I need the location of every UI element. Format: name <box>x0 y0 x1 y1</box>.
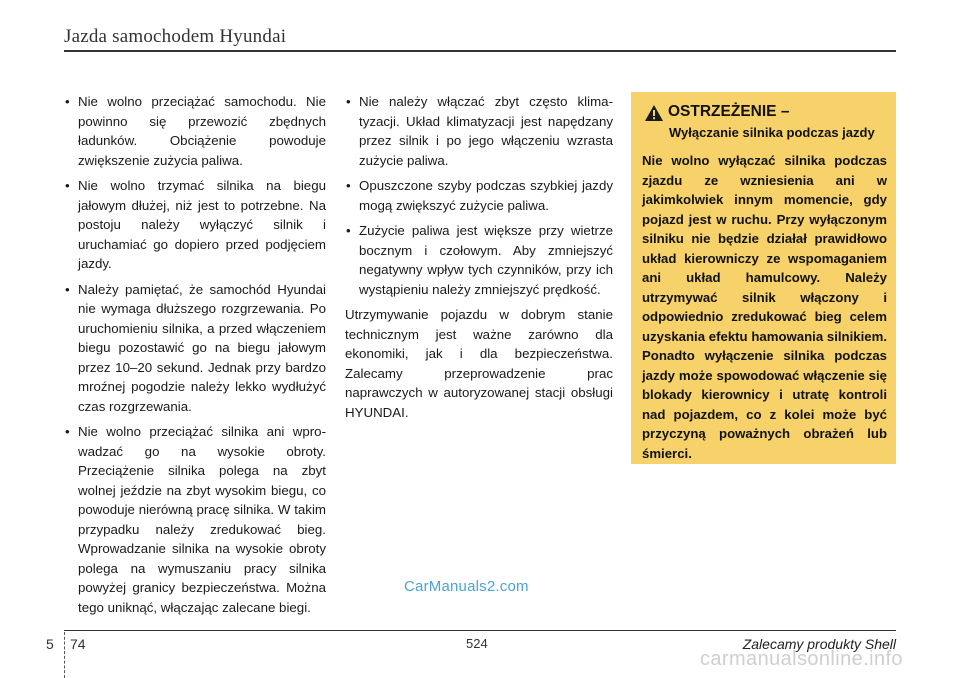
footer-domain-watermark[interactable]: carmanualsonline.info <box>700 648 903 670</box>
page-header-title: Jazda samochodem Hyundai <box>64 26 287 47</box>
footer-section-title: Zalecamy produkty Shell <box>742 636 896 652</box>
list-item: • Opuszczone szyby podczas szybkiej jazdy mogą zwiększyć zużycie paliwa. <box>345 176 613 215</box>
middle-bullet-list <box>345 92 613 299</box>
warning-triangle-icon <box>644 104 664 122</box>
header-divider <box>64 50 896 52</box>
list-item: • Zużycie paliwa jest większe przy wietrze bocznym i czołowym. Aby zmniejszyć negatywny wpływ tych czynników, przy ich wystąpieniu należy zmniejszyć prędkość. <box>345 221 613 299</box>
footer-divider <box>64 630 896 631</box>
list-item: • Należy pamiętać, że samochód Hyundai nie wymaga dłuższego rozgrzewania. Po uruchomieniu silnika, a przed włączeniem biegu pozostawić go na biegu jałowym przez 10–20 sekund. Jednak przy bardzo mroźnej pogodzie należy lekko wydłużyć czas rozgrzewania. <box>64 280 326 417</box>
warning-subtitle: Wyłączanie silnika podczas jazdy <box>669 125 875 140</box>
watermark-link[interactable]: CarManuals2.com <box>404 578 529 595</box>
footer-chapter-number: 5 <box>46 636 54 652</box>
list-item: • Nie należy włączać zbyt często klimatyzacji. Układ klimatyzacji jest napędzany przez silnik i po jego włączeniu wzrasta zużycie paliwa. <box>345 92 613 170</box>
footer-center-number: 524 <box>466 636 488 651</box>
list-item: • Nie wolno przeciążać silnika ani wprowadzać go na wysokie obroty. Przeciążenie silnika polega na zbyt wolnej jeździe na zbyt wysokim biegu, co powoduje nierówną pracę silnika. W takim przypadku należy zredukować bieg. Wprowadzanie silnika na wysokie obroty polega na wymuszaniu pracy silnika powyżej granicy bezpieczeństwa. Można tego uniknąć, włączając zalecane biegi. <box>64 422 326 617</box>
list-item: • Nie wolno trzymać silnika na biegu jałowym dłużej, niż jest to potrzebne. Na postoju należy wyłączyć silnik i uruchamiać go dopiero przed podjęciem jazdy. <box>64 176 326 274</box>
middle-column <box>345 92 613 422</box>
warning-box <box>631 92 896 464</box>
warning-title: OSTRZEŻENIE – <box>668 103 790 120</box>
maintenance-paragraph: Utrzymywanie pojazdu w dobrym stanie technicznym jest ważne zarówno dla ekonomiki, jak i dla bezpieczeństwa. Zalecamy przeprowadzenie prac naprawczych w autoryzowanej stacji obsługi HYUNDAI. <box>345 307 613 420</box>
warning-body: Nie wolno wyłączać silnika podczas zjazdu ze wzniesienia ani w jakimkolwiek innym momencie, gdy pojazd jest w ruchu. Przy wyłączonym silniku nie będzie działał prawidłowo układ kierowniczy ze wspomaganiem ani układ hamulcowy. Należy utrzymywać silnik włączony i odpowiednio zredukować bieg celem uzyskania efektu hamowania silnikiem. Ponadto wyłączenie silnika podczas jazdy może spowodować włączenie się blokady kierownicy i utratę kontroli nad pojazdem, co z kolei może być przyczyną poważnych obrażeń lub śmierci. <box>642 153 887 461</box>
left-column <box>64 92 326 623</box>
warning-header <box>642 101 887 123</box>
left-bullet-list <box>64 92 326 617</box>
footer-page-number: 74 <box>70 636 86 652</box>
list-item: • Nie wolno przeciążać samochodu. Nie powinno się przewozić zbędnych ładunków. Obciążenie powoduje zwiększenie zużycia paliwa. <box>64 92 326 170</box>
footer-dashed-separator <box>64 632 65 678</box>
